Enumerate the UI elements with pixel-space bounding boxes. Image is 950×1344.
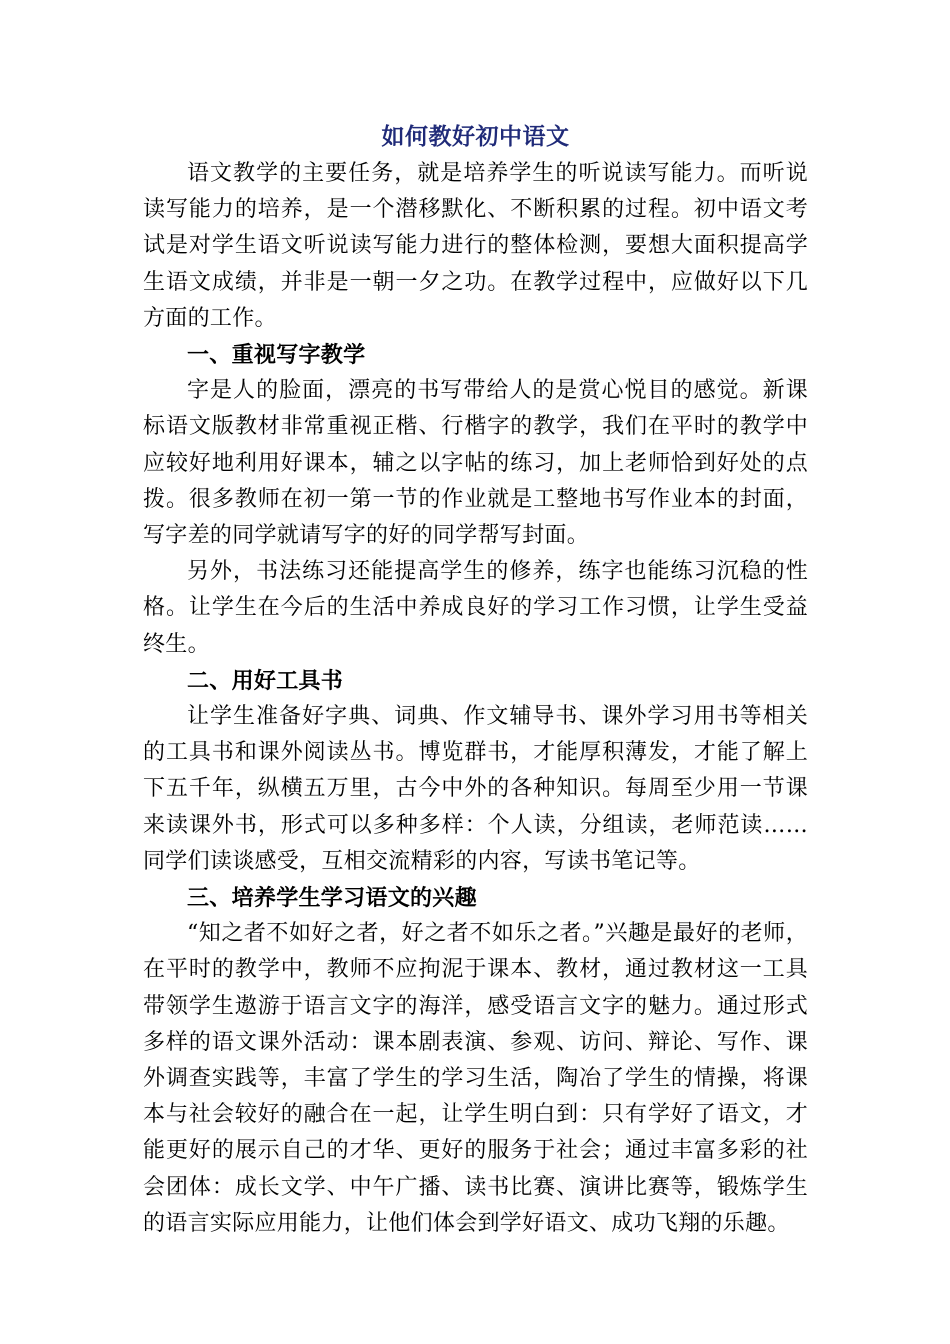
intro-paragraph: 语文教学的主要任务，就是培养学生的听说读写能力。而听说读写能力的培养，是一个潜移默化、不断积累的过程。初中语文考试是对学生语文听说读写能力进行的整体检测，要想大面积提高学生语文成绩，并非是一朝一夕之功。在教学过程中，应做好以下几方面的工作。 [143,161,808,331]
section-heading-handwriting: 一、重视写字教学 [187,342,366,369]
document-body [143,120,808,1242]
section-paragraph: “知之者不如好之者，好之者不如乐之者。”兴趣是最好的老师，在平时的教学中，教师不应拘泥于课本、教材，通过教材这一工具带领学生遨游于语言文字的海洋，感受语言文字的魅力。通过形式多样的语文课外活动：课本剧表演、参观、访问、辩论、写作、课外调查实践等，丰富了学生的学习生活，陶冶了学生的情操，将课本与社会较好的融合在一起，让学生明白到：只有学好了语文，才能更好的展示自己的才华、更好的服务于社会；通过丰富多彩的社会团体：成长文学、中午广播、读书比赛、演讲比赛等，锻炼学生的语言实际应用能力，让他们体会到学好语文、成功飞翔的乐趣。 [143,921,808,1236]
section-heading-reference-books: 二、用好工具书 [187,667,344,694]
page-title: 如何教好初中语文 [381,123,570,150]
section-paragraph: 字是人的脸面，漂亮的书写带给人的是赏心悦目的感觉。新课标语文版教材非常重视正楷、行楷字的教学，我们在平时的教学中应较好地利用好课本，辅之以字帖的练习，加上老师恰到好处的点拨。很多教师在初一第一节的作业就是工整地书写作业本的封面，写字差的同学就请写字的好的同学帮写封面。 [143,378,808,549]
section-paragraph: 另外，书法练习还能提高学生的修养，练字也能练习沉稳的性格。让学生在今后的生活中养成良好的学习工作习惯，让学生受益终生。 [143,559,808,657]
section-paragraph: 让学生准备好字典、词典、作文辅导书、课外学习用书等相关的工具书和课外阅读丛书。博览群书，才能厚积薄发，才能了解上下五千年，纵横五万里，古今中外的各种知识。每周至少用一节课来读课外书，形式可以多种多样：个人读，分组读，老师范读……同学们读谈感受，互相交流精彩的内容，写读书笔记等。 [143,704,808,874]
section-heading-interest: 三、培养学生学习语文的兴趣 [187,885,477,912]
